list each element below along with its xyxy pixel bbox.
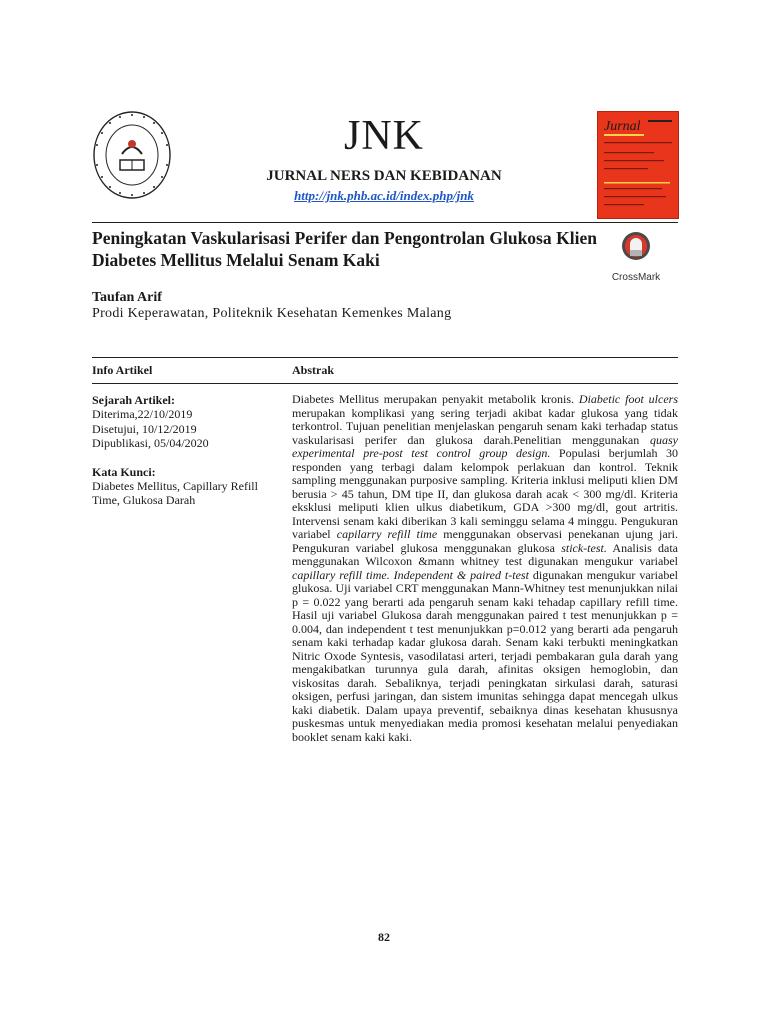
abstract-text-segment: digunakan mengukur variabel glukosa. Uji variabel CRT menggunakan Mann-Whitney test menunjukkan nilai p = 0.022 yang berarti ada pengaruh senam kaki tehadap capillary refill time. Hasil uji variabel Glukosa darah menggunakan paired t test menunjukkan p = 0.004, dan independent t test menunjukkan p=0.012 yang berarti ada pengaruh senam kaki terhadap kadar glukosa darah. Senam kaki terbukti meningkatkan Nitric Oxode Syntesis, vasodilatasi arteri, terjadi pembakaran gula darah yang mengakibatkan turunnya gula darah, afinitas oksigen hemoglobin, dan viskositas darah. Sebaliknya, terjadi peningkatan sirkulasi darah, saturasi oksigen, perfusi jaringan, dan sistem imunitas sehingga dapat mencegah ulkus kaki diabetik. Dalam upaya preventif, sebaiknya dinas kesehatan khususnya puskesmas untuk menyediakan media promosi kesehatan melalui penyediakan booklet senam kaki kaki. [292,567,678,744]
crossmark-icon [621,231,651,265]
journal-name: JURNAL NERS DAN KEBIDANAN [266,168,502,184]
crossmark-badge[interactable] [606,231,666,283]
accepted-date: Disetujui, 10/12/2019 [92,421,197,436]
section-divider-top [92,357,678,358]
abstract-text-segment: Analisis data menggunakan Wilcoxon &mann whitney test digunakan mengukur variabel [292,540,678,568]
abstract-italic-term: quasy experimental pre-post test control group design. [292,432,678,460]
abstract-text-segment: Diabetes Mellitus merupakan penyakit metabolik kronis. [292,392,579,406]
abstract-italic-term: stick-test. [561,540,607,555]
abstract-text-segment: merupakan komplikasi yang sering terjadi akibat kadar glukosa yang tidak terkontrol. Tujuan penelitian menjelaskan pengaruh senam kaki terhadap status vaskularisasi perifer dan glukosa darah.Penelitian menggunakan [292,405,678,447]
history-label: Sejarah Artikel: [92,393,175,407]
journal-abbreviation: JNK [343,113,424,159]
abstract-italic-term: capillary refill time. Independent & paired t-test [292,567,529,582]
abstract-italic-term: Diabetic foot ulcers [578,392,678,406]
journal-cover-image [597,111,679,219]
header-divider [92,222,678,223]
abstract-heading: Abstrak [292,363,335,377]
section-divider-bottom [92,383,678,384]
journal-url-link[interactable]: http://jnk.phb.ac.id/index.php/jnk [294,188,474,203]
abstract-text-segment: menggunakan observasi penekanan ujung jari. Pengukuran variabel glukosa menggunakan glukosa [292,527,678,555]
author-name: Taufan Arif [92,290,162,305]
svg-text:Jurnal: Jurnal [604,119,641,134]
page-number: 82 [378,930,390,944]
article-info-column [92,393,282,508]
published-date: Dipublikasi, 05/04/2020 [92,436,209,451]
crossmark-label: CrossMark [611,272,661,283]
received-date: Diterima,22/10/2019 [92,407,193,422]
abstract-italic-term: capilarry refill time [336,527,438,541]
abstract-text [292,393,678,744]
keywords: Diabetes Mellitus, Capillary Refill Time, Glukosa Darah [92,479,258,508]
info-heading: Info Artikel [92,363,153,377]
article-title: Peningkatan Vaskularisasi Perifer dan Pengontrolan Glukosa Klien Diabetes Mellitus Melalui Senam Kaki [92,228,597,270]
author-affiliation: Prodi Keperawatan, Politeknik Kesehatan Kemenkes Malang [92,306,452,321]
abstract-text-segment: Populasi berjumlah 30 responden yang terbagi dalam kelompok perlakuan dan kontrol. Teknik sampling menggunakan purposive sampling. Kriteria inklusi meliputi klien DM berusia > 45 tahun, DM tipe II, dan glukosa darah acak < 300 mg/dl. Kriteria eksklusi meliputi klien ulkus diabetikum, GDA >300 mg/dl, gout artritis. Intervensi senam kaki diberikan 3 kali seminggu selama 4 minggu. Pengukuran variabel [292,446,678,541]
keywords-label: Kata Kunci: [92,464,156,479]
spacer [92,451,282,465]
